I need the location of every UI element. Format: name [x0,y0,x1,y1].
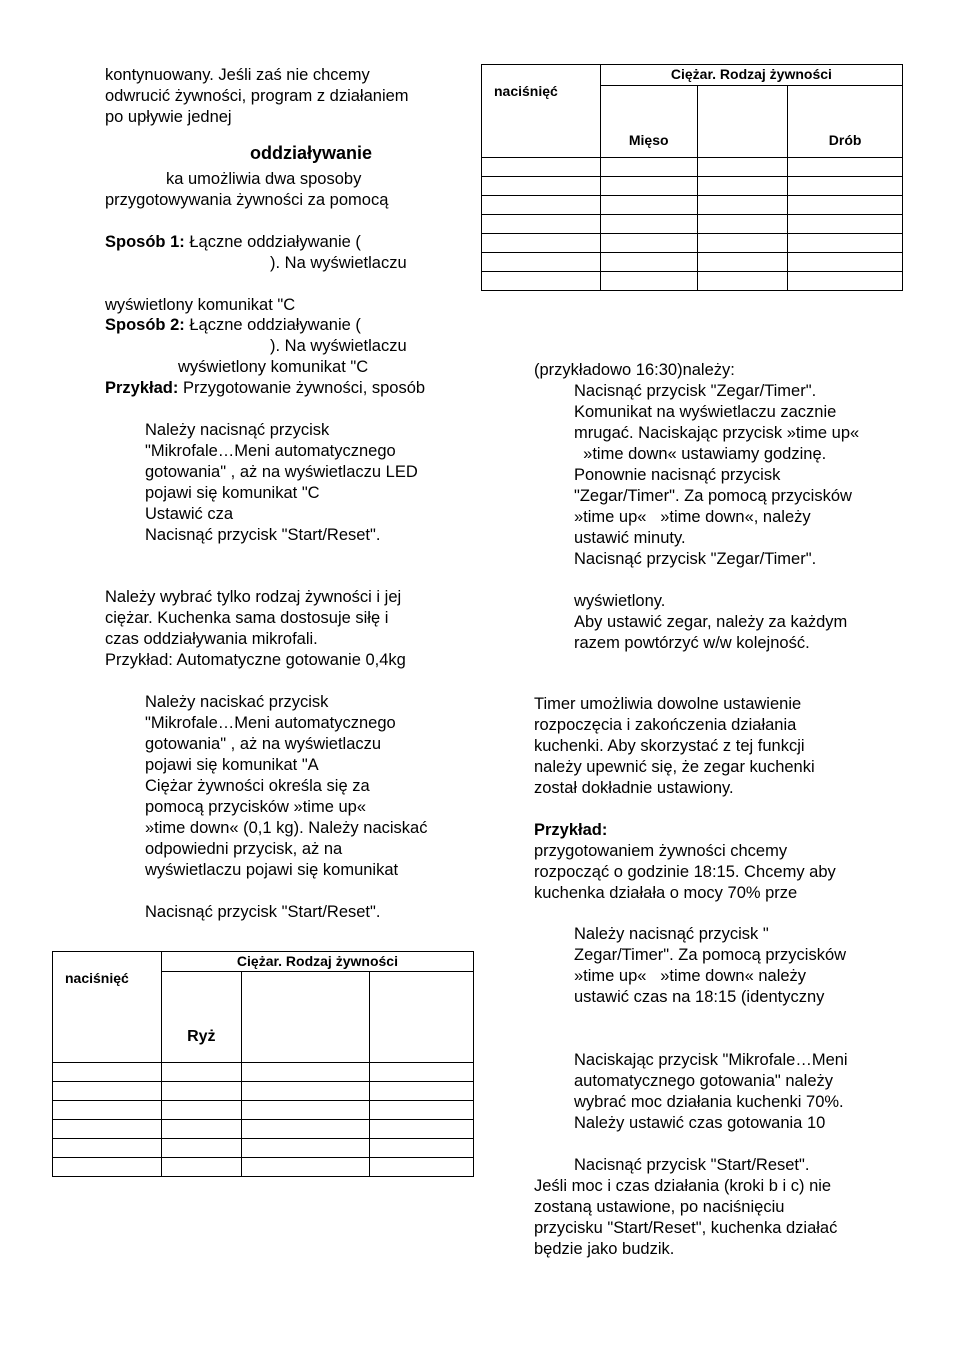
text-line: Należy nacisnąć przycisk " [574,925,769,943]
table-header-group: Ciężar. Rodzaj żywności [161,952,473,972]
table-row [53,1082,474,1101]
table-row [482,177,903,196]
text-line: »time down« (0,1 kg). Należy naciskać [145,819,428,837]
table-row [482,253,903,272]
text-line: przycisku "Start/Reset", kuchenka działać [534,1219,838,1237]
section-description [105,169,388,211]
table-header-presses: naciśnięć [53,952,162,1063]
table-row [482,196,903,215]
method-1-text: Łączne oddziaływanie ( [184,233,361,251]
final-note [534,1176,837,1260]
method-2-label: Sposób 2: [105,316,185,334]
text-line: Nacisnąć przycisk "Zegar/Timer". [574,550,817,568]
text-line: został dokładnie ustawiony. [534,779,734,797]
text-line: kuchenka działała o mocy 70% prze [534,884,798,902]
text-line: automatycznego gotowania" należy [574,1072,834,1090]
auto-cooking-paragraph [105,587,406,671]
table-row [53,1158,474,1177]
table-row [482,272,903,291]
text-line: »time up« »time down« należy [574,967,807,985]
method-1 [105,232,407,316]
weight-table-meat-poultry [481,64,903,291]
text-line: Ponownie nacisnąć przycisk [574,466,781,484]
text-line: odpowiedni przycisk, aż na [145,840,343,858]
text-line: kuchenki. Aby skorzystać z tej funkcji [534,737,805,755]
text-line: wyświetlony komunikat "C [105,296,296,314]
table-header-poultry: Drób [788,86,903,158]
example-label: Przykład: [105,379,179,397]
text-line: czas oddziaływania mikrofali. [105,630,318,648]
table-header-group: Ciężar. Rodzaj żywności [600,65,902,86]
timer-description [534,694,815,799]
table-row [53,1120,474,1139]
table-header-col [697,86,788,158]
text-line: ustawić czas na 18:15 (identyczny [574,988,825,1006]
text-line: wyświetlaczu pojawi się komunikat [145,861,399,879]
section-heading: oddziaływanie [250,143,373,163]
timer-step-a [574,924,846,1008]
table-header-col [370,971,474,1062]
text-line: po upływie jednej [105,108,232,126]
table-header-meat: Mięso [600,86,697,158]
table-row [482,234,903,253]
text-line: "Zegar/Timer". Za pomocą przycisków [574,487,852,505]
text-line: będzie jako budzik. [534,1240,675,1258]
text-line: mrugać. Naciskając przycisk »time up« [574,424,860,442]
text-line: rozpoczęcia i zakończenia działania [534,716,797,734]
text-line: ustawić minuty. [574,529,686,547]
text-line: "Mikrofale…Meni automatycznego [145,714,396,732]
text-line: ka umożliwia dwa sposoby [166,170,362,188]
text-line: "Mikrofale…Meni automatycznego [145,442,396,460]
text-line: »time up« »time down«, należy [574,508,811,526]
steps-list-2 [145,692,427,923]
text-line: ). Na wyświetlaczu [270,254,407,272]
text-line: ciężar. Kuchenka sama dostosuje siłę i [105,609,389,627]
text-line: »time down« ustawiamy godzinę. [574,445,827,463]
table-row [53,1101,474,1120]
text-line: pojawi się komunikat "C [145,484,320,502]
text-line [105,378,425,399]
timer-step-c: Nacisnąć przycisk "Start/Reset". [574,1156,810,1174]
text-line: Należy naciskać przycisk [145,693,329,711]
text-line: ). Na wyświetlaczu [270,337,407,355]
text-line: Ustawić cza [145,505,234,523]
text-line: zostaną ustawione, po naciśnięciu [534,1198,785,1216]
text-line: wyświetlony. [574,592,666,610]
clock-steps [574,381,859,654]
text-line: pomocą przycisków »time up« [145,798,367,816]
table-row [53,1139,474,1158]
text-line [105,232,407,253]
text-line: Ciężar żywności określa się za [145,777,370,795]
steps-list-1 [145,420,418,546]
text-line: gotowania" , aż na wyświetlaczu [145,735,382,753]
example-label: Przykład: [534,821,608,839]
text-line: kontynuowany. Jeśli zaś nie chcemy [105,66,370,84]
text-line [105,315,425,336]
text-line: odwrucić żywności, program z działaniem [105,87,409,105]
method-1-label: Sposób 1: [105,233,185,251]
table-header-presses: naciśnięć [482,65,601,158]
text-line: Nacisnąć przycisk "Start/Reset". [145,903,381,921]
timer-example [534,820,836,904]
text-line: Komunikat na wyświetlaczu zacznie [574,403,837,421]
text-line: Należy ustawić czas gotowania 10 [574,1114,826,1132]
text-line: rozpocząć o godzinie 18:15. Chcemy aby [534,863,836,881]
text-line: wybrać moc działania kuchenki 70%. [574,1093,844,1111]
text-line: wyświetlony komunikat "C [178,358,369,376]
text-line: pojawi się komunikat "A [145,756,319,774]
text-line: należy upewnić się, że zegar kuchenki [534,758,815,776]
text-line: Należy wybrać tylko rodzaj żywności i jej [105,588,402,606]
text-line: Aby ustawić zegar, należy za każdym [574,613,848,631]
text-line: razem powtórzyć w/w kolejność. [574,634,810,652]
example-text: Przygotowanie żywności, sposób [178,379,426,397]
table-header-rice: Ryż [161,971,241,1062]
text-line: Zegar/Timer". Za pomocą przycisków [574,946,847,964]
text-line: Timer umożliwia dowolne ustawienie [534,695,802,713]
table-row [53,1063,474,1082]
text-line: Przykład: Automatyczne gotowanie 0,4kg [105,651,406,669]
method-2-text: Łączne oddziaływanie ( [184,316,361,334]
text-line: Naciskając przycisk "Mikrofale…Meni [574,1051,848,1069]
text-line: gotowania" , aż na wyświetlaczu LED [145,463,418,481]
weight-table-rice [52,951,474,1177]
table-header-col [241,971,370,1062]
text-line: Nacisnąć przycisk "Zegar/Timer". [574,382,817,400]
text-line: Jeśli moc i czas działania (kroki b i c) nie [534,1177,832,1195]
table-row [482,158,903,177]
text-line: przygotowywania żywności za pomocą [105,191,389,209]
clock-intro: (przykładowo 16:30)należy: [534,361,735,379]
timer-step-b [574,1050,848,1134]
text-line: Należy nacisnąć przycisk [145,421,330,439]
table-row [482,215,903,234]
text-line: przygotowaniem żywności chcemy [534,842,788,860]
intro-paragraph [105,65,409,128]
method-2 [105,315,425,399]
text-line: Nacisnąć przycisk "Start/Reset". [145,526,381,544]
